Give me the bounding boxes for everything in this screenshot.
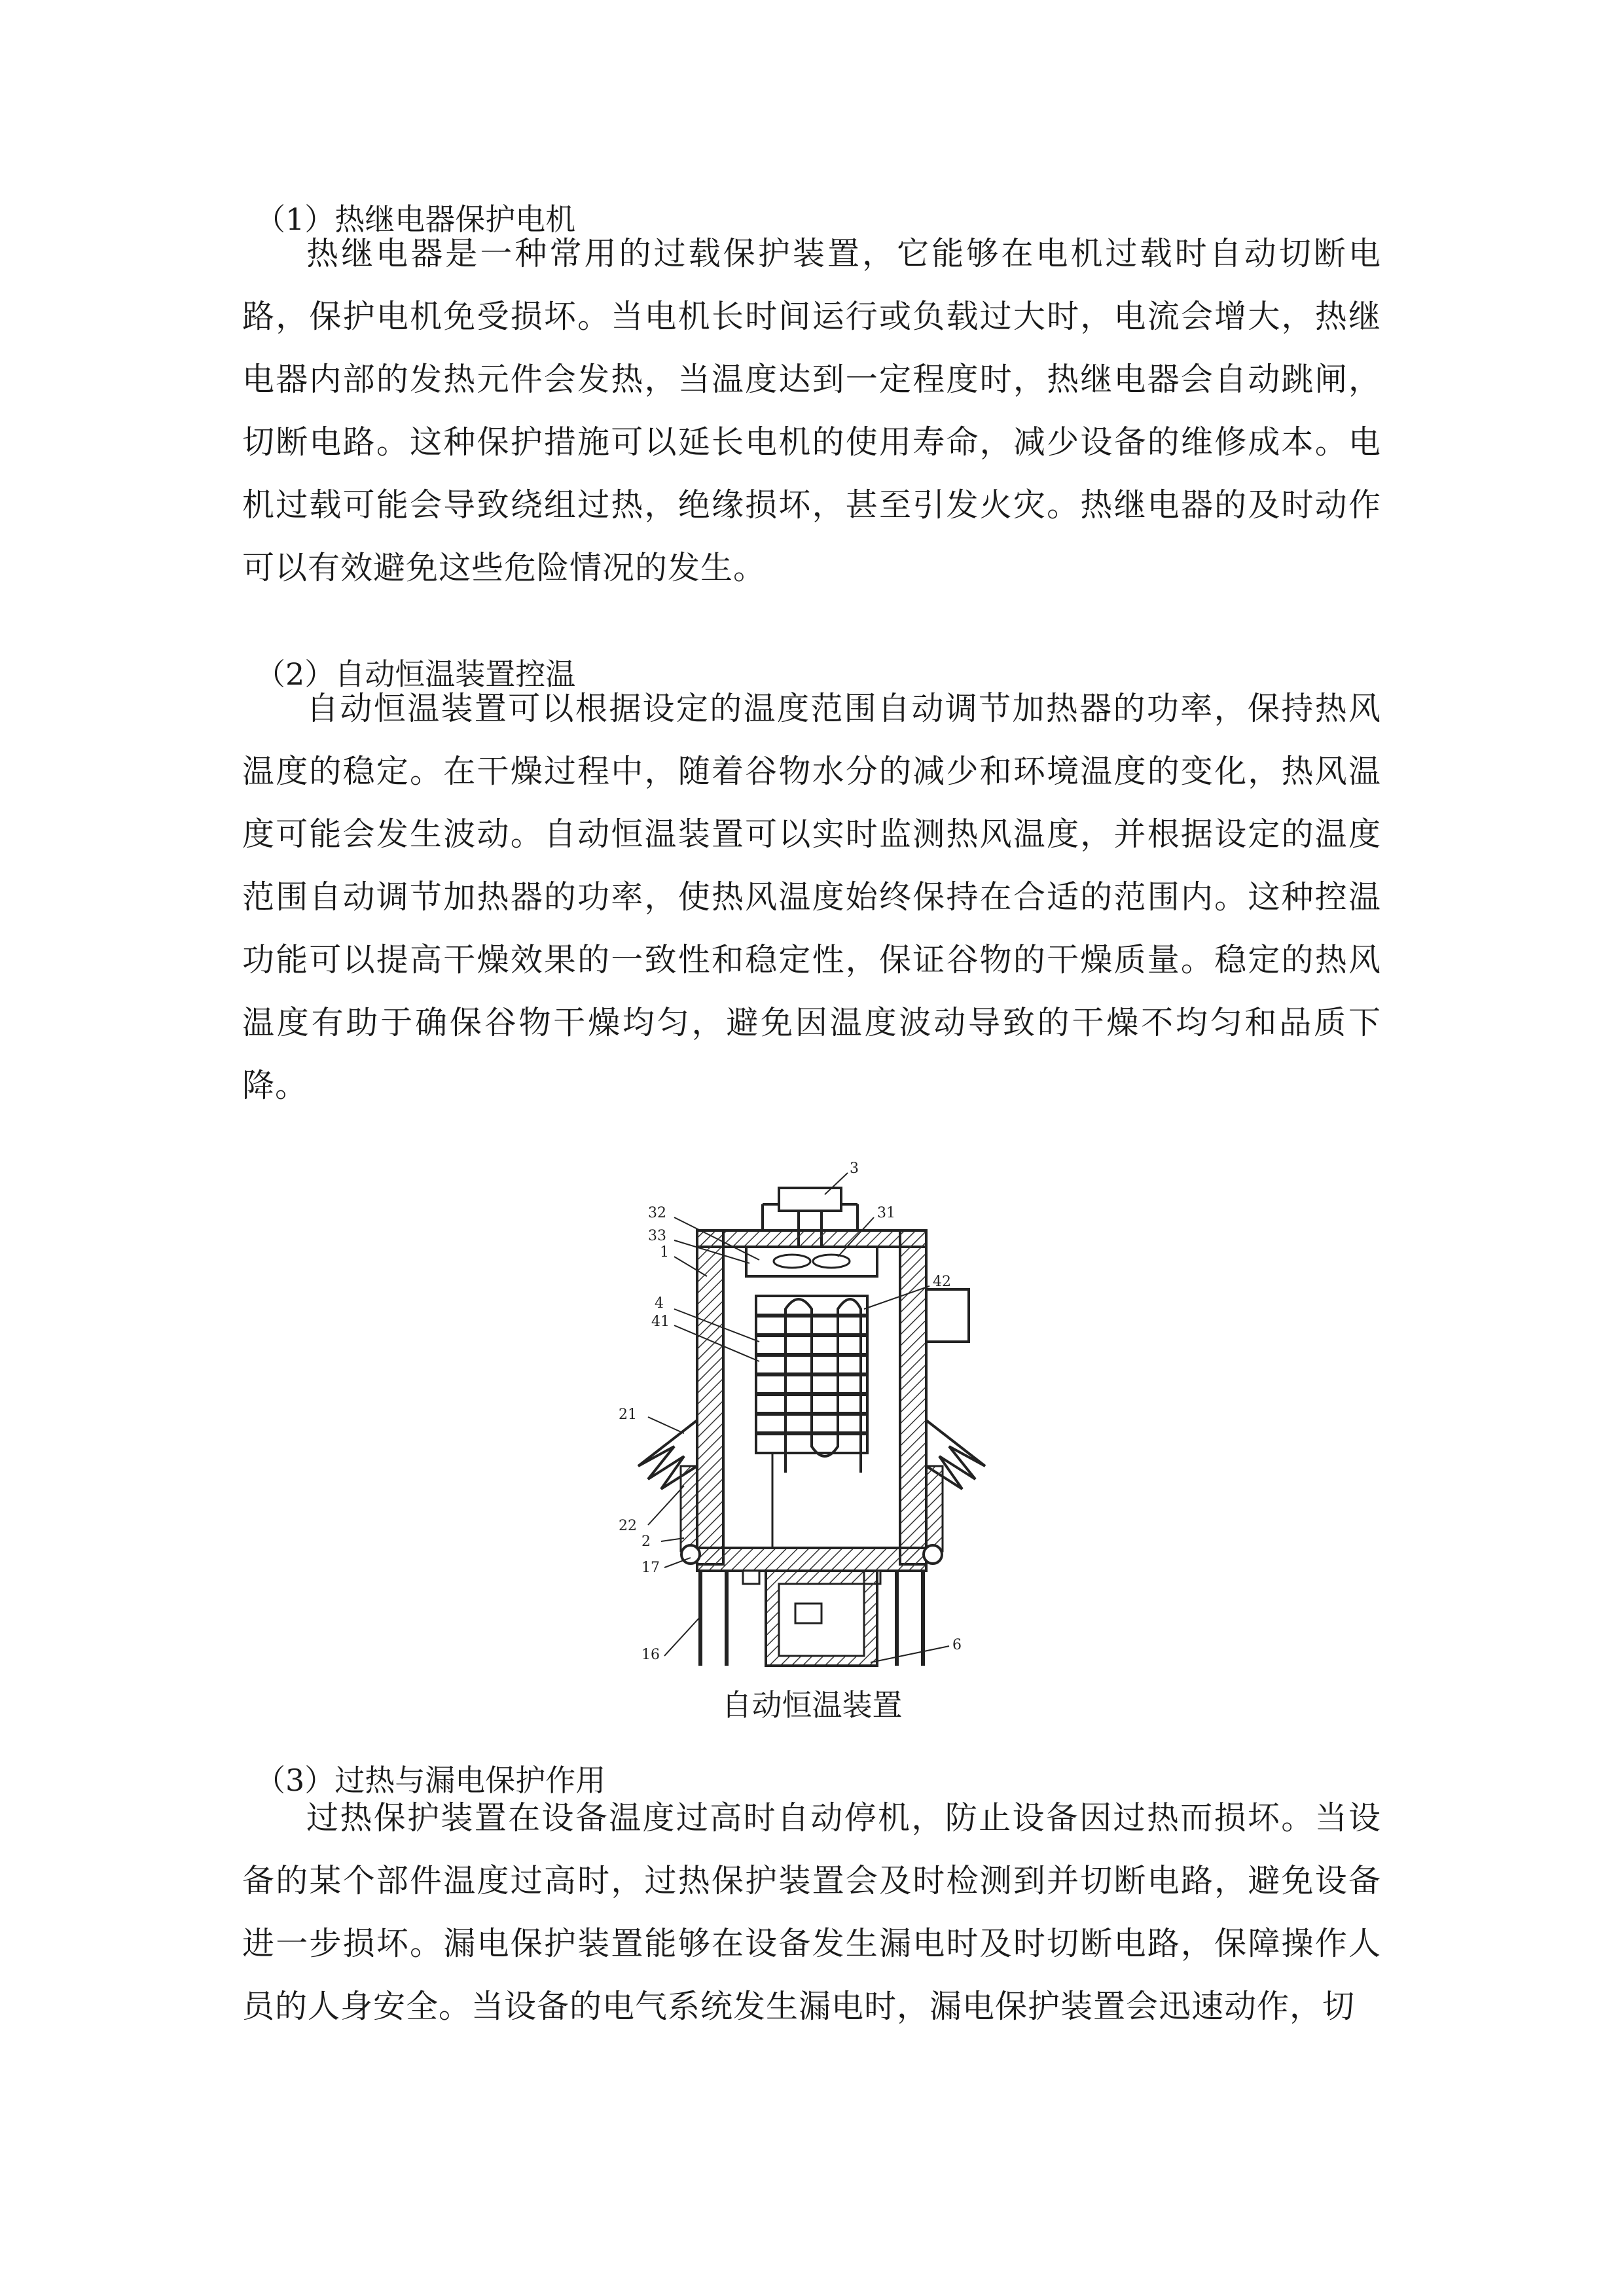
label-41: 41 (651, 1314, 670, 1330)
label-21: 21 (619, 1407, 637, 1423)
heater-block (756, 1296, 867, 1548)
label-33: 33 (648, 1228, 666, 1244)
label-4: 4 (655, 1295, 664, 1312)
label-17: 17 (641, 1560, 660, 1576)
label-22: 22 (619, 1518, 637, 1534)
label-1: 1 (660, 1244, 669, 1261)
section3-body: 过热保护装置在设备温度过高时自动停机，防止设备因过热而损坏。当设备的某个部件温度过高时，过热保护装置会及时检测到并切断电路，避免设备进一步损坏。漏电保护装置能够在设备发生漏电时及时切断电路，保障操作人员的人身安全。当设备的电气系统发生漏电时，漏电保护装置会迅速动作，切 (242, 1799, 1381, 2025)
side-box (926, 1289, 969, 1342)
thermostat-diagram (576, 1158, 1047, 1708)
section2-body: 自动恒温装置可以根据设定的温度范围自动调节加热器的功率，保持热风温度的稳定。在干燥过程中，随着谷物水分的减少和环境温度的变化，热风温度可能会发生波动。自动恒温装置可以实时监测热风温度，并根据设定的温度范围自动调节加热器的功率，使热风温度始终保持在合适的范围内。这种控温功能可以提高干燥效果的一致性和稳定性，保证谷物的干燥质量。稳定的热风温度有助于确保谷物干燥均匀，避免因温度波动导致的干燥不均匀和品质下降。 (242, 690, 1381, 1104)
section2-heading: （2）自动恒温装置控温 (255, 656, 576, 692)
label-6: 6 (952, 1637, 962, 1653)
fan-box (746, 1247, 877, 1276)
section3-heading: （3）过热与漏电保护作用 (255, 1763, 606, 1798)
label-16: 16 (641, 1647, 660, 1663)
wheel-right (924, 1545, 942, 1564)
wheel-left (681, 1545, 700, 1564)
section1-body: 热继电器是一种常用的过载保护装置，它能够在电机过载时自动切断电路，保护电机免受损坏。当电机长时间运行或负载过大时，电流会增大，热继电器内部的发热元件会发热，当温度达到一定程度时，热继电器会自动跳闸，切断电路。这种保护措施可以延长电机的使用寿命，减少设备的维修成本。电机过载可能会导致绕组过热，绝缘损坏，甚至引发火灾。热继电器的及时动作可以有效避免这些危险情况的发生。 (242, 235, 1381, 586)
label-3: 3 (850, 1160, 859, 1177)
label-2: 2 (641, 1534, 651, 1550)
figure-caption: 自动恒温装置 (721, 1687, 903, 1723)
label-31: 31 (877, 1205, 895, 1221)
bottom-tank (766, 1571, 877, 1666)
section1-heading: （1）热继电器保护电机 (255, 202, 576, 237)
label-32: 32 (648, 1205, 666, 1221)
label-42: 42 (933, 1274, 951, 1290)
